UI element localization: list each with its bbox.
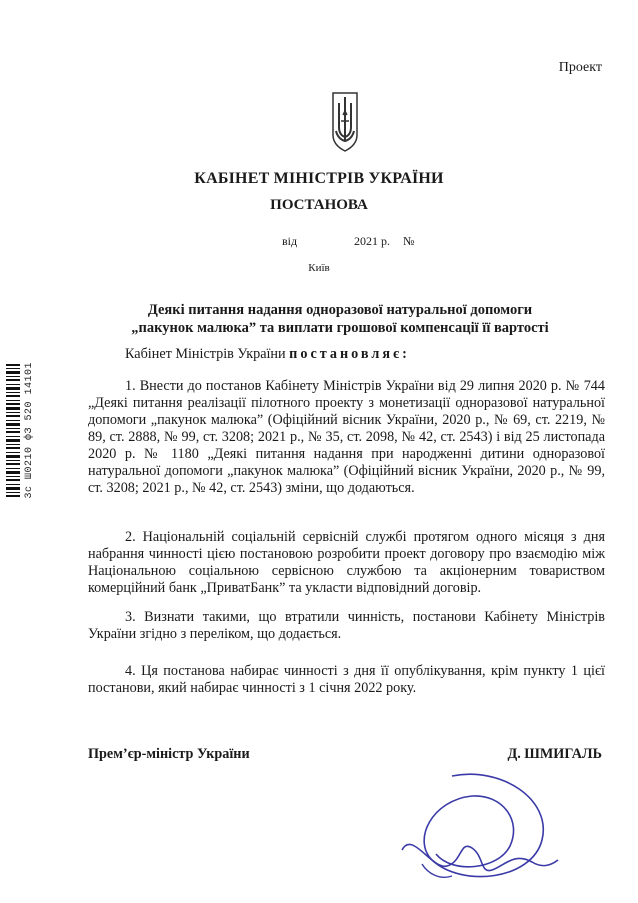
resolution-subject (60, 301, 620, 337)
cabinet-title: КАБІНЕТ МІНІСТРІВ УКРАЇНИ (194, 170, 444, 187)
stamp-number: 14101 (24, 362, 35, 395)
paragraph-4: 4. Ця постанова набирає чинності з дня її опублікування, крім пункту 1 цієї постанови, який набирає чинності з 1 січня 2022 року. (88, 663, 605, 696)
paragraph-3: 3. Визнати такими, що втратили чинність, постанови Кабінету Міністрів України згідно з переліком, що додається. (88, 609, 605, 642)
decree-prefix: Кабінет Міністрів України (125, 346, 290, 362)
subject-line-1: Деякі питання надання одноразової натуральної допомоги (147, 302, 533, 318)
trident-emblem-icon (329, 91, 361, 153)
date-year: 2021 р. (354, 234, 390, 248)
decree-line (88, 346, 605, 363)
decree-word: постановляє: (289, 346, 410, 362)
city: Київ (308, 262, 330, 274)
stamp-code: 3с Ш0210 фЗ 520 (24, 401, 35, 499)
document-type: ПОСТАНОВА (270, 197, 368, 213)
signatory-position: Прем’єр-міністр України (88, 746, 250, 762)
project-label: Проект (558, 60, 602, 75)
date-prefix: від (282, 234, 298, 248)
paragraph-2: 2. Національній соціальній сервісній службі протягом одного місяця з дня набрання чинності цією постановою розробити проект договору про взаємодію між Національною соціальною сервісною службою та акціонерним товариством комерційний банк „ПриватБанк” та укласти відповідний договір. (88, 529, 605, 596)
number-label: № (403, 234, 415, 248)
paragraph-1: 1. Внести до постанов Кабінету Міністрів України від 29 липня 2020 р. № 744 „Деякі питання реалізації пілотного проекту з монетизації одноразової натуральної допомоги „пакунок малюка” (Офіційний вісник України, 2020 р., № 69, ст. 2219, № 89, ст. 2888, № 99, ст. 3208; 2021 р., № 35, ст. 2098, № 42, ст. 2543) і від 25 листопада 2020 р. № 1180 „Деякі питання надання при народженні дитини одноразової натуральної допомоги „пакунок малюка” (Офіційний вісник України, 2020 р., № 99, ст. 3208; 2021 р., № 42, ст. 2543) зміни, що додаються. (88, 378, 605, 496)
margin-stamp (24, 362, 35, 499)
subject-line-2: „пакунок малюка” та виплати грошової компенсації її вартості (131, 320, 549, 336)
handwritten-signature-icon (392, 770, 562, 890)
barcode-icon (4, 362, 24, 502)
signatory-name: Д. ШМИГАЛЬ (507, 746, 602, 762)
